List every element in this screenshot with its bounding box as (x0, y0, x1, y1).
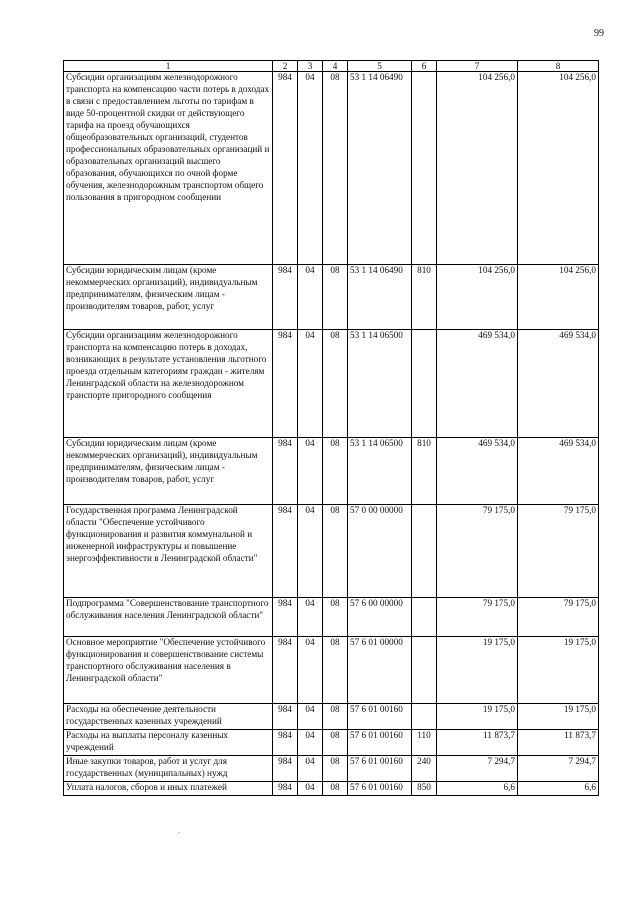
row-target-article: 57 6 01 00160 (348, 756, 412, 782)
budget-table (63, 60, 599, 796)
row-subsection: 08 (323, 756, 348, 782)
row-section: 04 (298, 72, 323, 265)
column-number-row (64, 61, 599, 72)
table-row (64, 637, 599, 704)
column-header: 1 (64, 61, 273, 72)
row-ministry-code: 984 (273, 265, 298, 330)
table-row (64, 505, 599, 598)
table-row (64, 330, 599, 438)
row-name: Субсидии юридическим лицам (кроме некоммерческих организаций), индивидуальным предпринимателям, физическим лицам - производителям товаров, работ, услуг (64, 265, 273, 330)
row-name: Расходы на выплаты персоналу казенных учреждений (64, 730, 273, 756)
row-amount-col8: 6,6 (518, 782, 599, 796)
row-ministry-code: 984 (273, 637, 298, 704)
row-expense-type: 850 (412, 782, 437, 796)
row-subsection: 08 (323, 265, 348, 330)
row-ministry-code: 984 (273, 438, 298, 505)
row-amount-col7: 6,6 (437, 782, 518, 796)
row-name: Иные закупки товаров, работ и услуг для государственных (муниципальных) нужд (64, 756, 273, 782)
row-amount-col7: 11 873,7 (437, 730, 518, 756)
row-target-article: 57 6 00 00000 (348, 598, 412, 637)
row-expense-type: 110 (412, 730, 437, 756)
column-header: 7 (437, 61, 518, 72)
row-target-article: 53 1 14 06500 (348, 330, 412, 438)
row-amount-col8: 11 873,7 (518, 730, 599, 756)
row-amount-col7: 79 175,0 (437, 505, 518, 598)
row-section: 04 (298, 330, 323, 438)
row-name: Подпрограмма "Совершенствование транспортного обслуживания населения Ленинградской области" (64, 598, 273, 637)
row-expense-type: 240 (412, 756, 437, 782)
row-name: Субсидии организациям железнодорожного транспорта на компенсацию потерь в доходах, возникающих в результате установления льготного проезда отдельным категориям граждан - жителям Ленинградской области на железнодорожном транспорте пригородного сообщения (64, 330, 273, 438)
row-subsection: 08 (323, 730, 348, 756)
row-target-article: 57 6 01 00000 (348, 637, 412, 704)
row-ministry-code: 984 (273, 756, 298, 782)
column-header: 4 (323, 61, 348, 72)
row-name: Субсидии юридическим лицам (кроме некоммерческих организаций), индивидуальным предпринимателям, физическим лицам - производителям товаров, работ, услуг (64, 438, 273, 505)
row-expense-type: 810 (412, 265, 437, 330)
row-ministry-code: 984 (273, 730, 298, 756)
column-header: 8 (518, 61, 599, 72)
row-expense-type (412, 72, 437, 265)
row-subsection: 08 (323, 704, 348, 730)
row-section: 04 (298, 730, 323, 756)
table-row (64, 72, 599, 265)
row-amount-col8: 79 175,0 (518, 505, 599, 598)
row-section: 04 (298, 704, 323, 730)
row-target-article: 57 6 01 00160 (348, 782, 412, 796)
row-amount-col7: 79 175,0 (437, 598, 518, 637)
row-section: 04 (298, 265, 323, 330)
table-row (64, 704, 599, 730)
table-row (64, 782, 599, 796)
row-amount-col8: 104 256,0 (518, 72, 599, 265)
row-amount-col7: 7 294,7 (437, 756, 518, 782)
row-subsection: 08 (323, 637, 348, 704)
row-target-article: 57 6 01 00160 (348, 704, 412, 730)
row-ministry-code: 984 (273, 704, 298, 730)
row-ministry-code: 984 (273, 782, 298, 796)
row-subsection: 08 (323, 505, 348, 598)
column-header: 5 (348, 61, 412, 72)
stray-mark: . (178, 826, 180, 835)
row-section: 04 (298, 438, 323, 505)
row-amount-col8: 79 175,0 (518, 598, 599, 637)
row-name: Государственная программа Ленинградской области "Обеспечение устойчивого функционирования и развития коммунальной и инженерной инфраструктуры и повышение энергоэффективности в Ленинградской области" (64, 505, 273, 598)
table-row (64, 265, 599, 330)
row-amount-col7: 469 534,0 (437, 438, 518, 505)
row-subsection: 08 (323, 782, 348, 796)
row-section: 04 (298, 598, 323, 637)
row-section: 04 (298, 756, 323, 782)
row-amount-col8: 19 175,0 (518, 637, 599, 704)
row-name: Субсидии организациям железнодорожного транспорта на компенсацию части потерь в доходах в связи с предоставлением льготы по тарифам в виде 50-процентной скидки от действующего тарифа на проезд обучающихся общеобразовательных организаций, студентов профессиональных образовательных организаций и образовательных организаций высшего образования, обучающихся по очной форме обучения, железнодорожным транспортом общего пользования в пригородном сообщении (64, 72, 273, 265)
row-name: Расходы на обеспечение деятельности государственных казенных учреждений (64, 704, 273, 730)
row-subsection: 08 (323, 72, 348, 265)
row-section: 04 (298, 637, 323, 704)
row-expense-type (412, 637, 437, 704)
row-subsection: 08 (323, 330, 348, 438)
table-row (64, 598, 599, 637)
row-target-article: 57 0 00 00000 (348, 505, 412, 598)
row-amount-col8: 19 175,0 (518, 704, 599, 730)
row-amount-col8: 469 534,0 (518, 330, 599, 438)
row-subsection: 08 (323, 438, 348, 505)
column-header: 2 (273, 61, 298, 72)
row-amount-col7: 19 175,0 (437, 637, 518, 704)
row-target-article: 53 1 14 06500 (348, 438, 412, 505)
row-expense-type (412, 598, 437, 637)
row-section: 04 (298, 782, 323, 796)
column-header: 3 (298, 61, 323, 72)
row-amount-col8: 104 256,0 (518, 265, 599, 330)
row-amount-col7: 104 256,0 (437, 265, 518, 330)
row-target-article: 57 6 01 00160 (348, 730, 412, 756)
row-amount-col8: 7 294,7 (518, 756, 599, 782)
row-expense-type (412, 505, 437, 598)
table-row (64, 438, 599, 505)
row-section: 04 (298, 505, 323, 598)
row-name: Основное мероприятие "Обеспечение устойчивого функционирования и совершенствование системы транспортного обслуживания населения в Ленинградской области" (64, 637, 273, 704)
row-amount-col7: 469 534,0 (437, 330, 518, 438)
row-target-article: 53 1 14 06490 (348, 72, 412, 265)
row-amount-col7: 19 175,0 (437, 704, 518, 730)
table-row (64, 730, 599, 756)
row-expense-type: 810 (412, 438, 437, 505)
row-target-article: 53 1 14 06490 (348, 265, 412, 330)
row-ministry-code: 984 (273, 72, 298, 265)
row-amount-col7: 104 256,0 (437, 72, 518, 265)
row-expense-type (412, 704, 437, 730)
row-amount-col8: 469 534,0 (518, 438, 599, 505)
table-row (64, 756, 599, 782)
row-subsection: 08 (323, 598, 348, 637)
row-expense-type (412, 330, 437, 438)
row-ministry-code: 984 (273, 330, 298, 438)
row-name: Уплата налогов, сборов и иных платежей (64, 782, 273, 796)
column-header: 6 (412, 61, 437, 72)
row-ministry-code: 984 (273, 505, 298, 598)
row-ministry-code: 984 (273, 598, 298, 637)
page-number: 99 (594, 28, 604, 39)
